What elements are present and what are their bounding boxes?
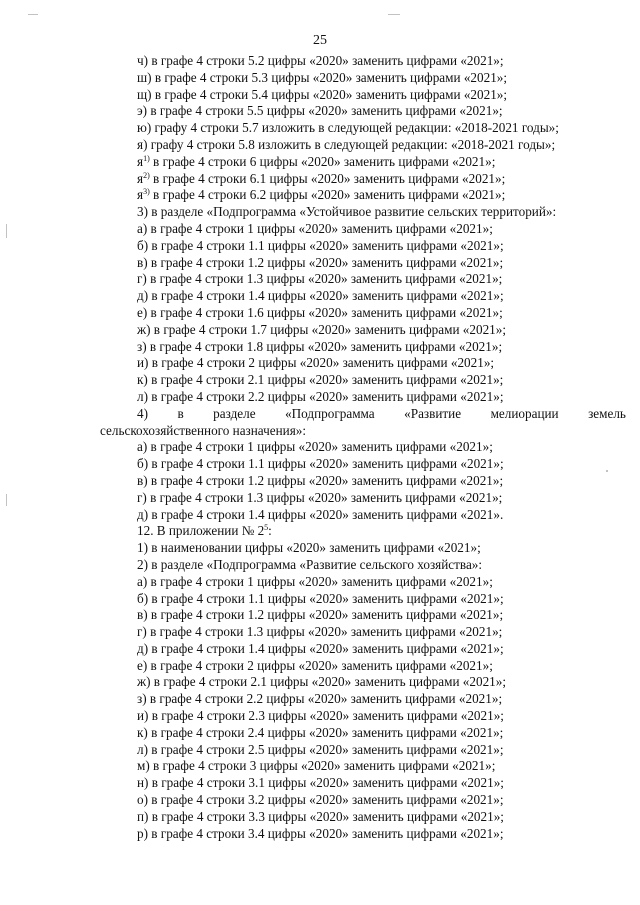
- line-text: г) в графе 4 строки 1.3 цифры «2020» заменить цифрами «2021»;: [137, 624, 503, 640]
- text-line: [0, 406, 640, 423]
- line-text: и) в графе 4 строки 2 цифры «2020» заменить цифрами «2021»;: [137, 355, 495, 371]
- line-text: к) в графе 4 строки 2.4 цифры «2020» заменить цифрами «2021»;: [137, 724, 504, 740]
- line-text: я: [137, 187, 144, 203]
- text-word: 4): [137, 405, 148, 421]
- text-word: земель: [588, 405, 626, 421]
- line-text: л) в графе 4 строки 2.5 цифры «2020» заменить цифрами «2021»;: [137, 741, 504, 757]
- superscript: 3): [143, 187, 150, 197]
- line-text: ш) в графе 4 строки 5.3 цифры «2020» заменить цифрами «2021»;: [137, 69, 508, 85]
- line-text: з) в графе 4 строки 1.8 цифры «2020» заменить цифрами «2021»;: [137, 338, 503, 354]
- text-line: [0, 372, 640, 389]
- text-line: [0, 70, 640, 87]
- text-line: [0, 641, 640, 658]
- line-text: ж) в графе 4 строки 1.7 цифры «2020» заменить цифрами «2021»;: [137, 321, 507, 337]
- text-word: мелиорации: [490, 405, 559, 421]
- line-text: д) в графе 4 строки 1.4 цифры «2020» заменить цифрами «2021».: [137, 506, 504, 522]
- text-line: [0, 725, 640, 742]
- text-line: [0, 221, 640, 238]
- text-line: [0, 355, 640, 372]
- text-line: [0, 120, 640, 137]
- line-text: а) в графе 4 строки 1 цифры «2020» заменить цифрами «2021»;: [137, 220, 493, 236]
- line-text: к) в графе 4 строки 2.1 цифры «2020» заменить цифрами «2021»;: [137, 372, 504, 388]
- text-line: [0, 490, 640, 507]
- line-text: л) в графе 4 строки 2.2 цифры «2020» заменить цифрами «2021»;: [137, 388, 504, 404]
- text-line: [0, 87, 640, 104]
- text-line: [0, 238, 640, 255]
- line-text: щ) в графе 4 строки 5.4 цифры «2020» заменить цифрами «2021»;: [137, 86, 508, 102]
- line-text: р) в графе 4 строки 3.4 цифры «2020» заменить цифрами «2021»;: [137, 825, 504, 841]
- text-line: [0, 591, 640, 608]
- text-line: [0, 507, 640, 524]
- line-text: а) в графе 4 строки 1 цифры «2020» заменить цифрами «2021»;: [137, 573, 493, 589]
- line-text: я: [137, 153, 144, 169]
- line-text: г) в графе 4 строки 1.3 цифры «2020» заменить цифрами «2021»;: [137, 489, 503, 505]
- line-text: д) в графе 4 строки 1.4 цифры «2020» заменить цифрами «2021»;: [137, 640, 504, 656]
- text-line: [0, 691, 640, 708]
- line-text: э) в графе 4 строки 5.5 цифры «2020» заменить цифрами «2021»;: [137, 103, 503, 119]
- line-text: м) в графе 4 строки 3 цифры «2020» заменить цифрами «2021»;: [137, 758, 496, 774]
- text-line: [0, 557, 640, 574]
- line-text: в графе 4 строки 6 цифры «2020» заменить цифрами «2021»;: [149, 153, 496, 169]
- scan-artifact: [28, 14, 38, 15]
- text-line: [0, 758, 640, 775]
- text-line: [0, 204, 640, 221]
- text-line: [0, 305, 640, 322]
- line-text: я) графу 4 строки 5.8 изложить в следующей редакции: «2018-2021 годы»;: [137, 136, 556, 152]
- line-text: е) в графе 4 строки 1.6 цифры «2020» заменить цифрами «2021»;: [137, 304, 503, 320]
- text-line: [0, 775, 640, 792]
- line-text: в) в графе 4 строки 1.2 цифры «2020» заменить цифрами «2021»;: [137, 472, 504, 488]
- line-text: :: [268, 523, 272, 539]
- line-text: в) в графе 4 строки 1.2 цифры «2020» заменить цифрами «2021»;: [137, 254, 504, 270]
- scan-artifact: [388, 14, 400, 15]
- text-line: [0, 674, 640, 691]
- line-text: а) в графе 4 строки 1 цифры «2020» заменить цифрами «2021»;: [137, 439, 493, 455]
- text-word: «Развитие: [404, 405, 462, 421]
- line-text: п) в графе 4 строки 3.3 цифры «2020» заменить цифрами «2021»;: [137, 808, 504, 824]
- text-line: [0, 523, 640, 540]
- line-text: г) в графе 4 строки 1.3 цифры «2020» заменить цифрами «2021»;: [137, 271, 503, 287]
- text-line: [0, 826, 640, 843]
- text-line: [0, 423, 640, 440]
- line-text: в графе 4 строки 6.2 цифры «2020» заменить цифрами «2021»;: [149, 187, 506, 203]
- superscript: 2): [143, 170, 150, 180]
- text-line: [0, 103, 640, 120]
- text-line: [0, 137, 640, 154]
- text-line: [0, 271, 640, 288]
- line-text: ч) в графе 4 строки 5.2 цифры «2020» заменить цифрами «2021»;: [137, 53, 504, 68]
- line-text: 2) в разделе «Подпрограмма «Развитие сельского хозяйства»:: [137, 556, 483, 572]
- superscript: 5: [264, 523, 269, 533]
- text-line: [0, 742, 640, 759]
- line-text: я: [137, 170, 144, 186]
- line-text: д) в графе 4 строки 1.4 цифры «2020» заменить цифрами «2021»;: [137, 288, 504, 304]
- text-line: [0, 389, 640, 406]
- text-line: [0, 339, 640, 356]
- text-word: «Подпрограмма: [285, 405, 375, 421]
- text-line: [0, 456, 640, 473]
- text-line: [0, 708, 640, 725]
- text-word: в: [177, 405, 184, 421]
- text-line: [0, 255, 640, 272]
- text-word: разделе: [213, 405, 256, 421]
- text-line: [0, 792, 640, 809]
- text-line: [0, 171, 640, 188]
- line-text: сельскохозяйственного назначения»:: [100, 422, 307, 438]
- text-line: [0, 607, 640, 624]
- line-text: и) в графе 4 строки 2.3 цифры «2020» заменить цифрами «2021»;: [137, 708, 504, 724]
- document-body: [0, 53, 640, 842]
- text-line: [0, 624, 640, 641]
- text-line: [0, 439, 640, 456]
- text-line: [0, 658, 640, 675]
- text-line: [0, 154, 640, 171]
- line-text: б) в графе 4 строки 1.1 цифры «2020» заменить цифрами «2021»;: [137, 237, 504, 253]
- text-line: [0, 540, 640, 557]
- line-text: з) в графе 4 строки 2.2 цифры «2020» заменить цифрами «2021»;: [137, 691, 503, 707]
- line-text: ж) в графе 4 строки 2.1 цифры «2020» заменить цифрами «2021»;: [137, 674, 507, 690]
- line-text: 1) в наименовании цифры «2020» заменить цифрами «2021»;: [137, 540, 481, 556]
- text-line: [0, 473, 640, 490]
- text-line: [0, 574, 640, 591]
- text-line: [0, 322, 640, 339]
- line-text: е) в графе 4 строки 2 цифры «2020» заменить цифрами «2021»;: [137, 657, 493, 673]
- page-number: 25: [313, 33, 327, 48]
- superscript: 1): [143, 153, 150, 163]
- line-text: б) в графе 4 строки 1.1 цифры «2020» заменить цифрами «2021»;: [137, 456, 504, 472]
- line-text: 12. В приложении № 2: [137, 523, 265, 539]
- line-text: в) в графе 4 строки 1.2 цифры «2020» заменить цифрами «2021»;: [137, 607, 504, 623]
- line-text: ю) графу 4 строки 5.7 изложить в следующей редакции: «2018-2021 годы»;: [137, 120, 559, 136]
- line-text: б) в графе 4 строки 1.1 цифры «2020» заменить цифрами «2021»;: [137, 590, 504, 606]
- line-text: н) в графе 4 строки 3.1 цифры «2020» заменить цифрами «2021»;: [137, 775, 504, 791]
- text-line: [0, 53, 640, 70]
- line-text: в графе 4 строки 6.1 цифры «2020» заменить цифрами «2021»;: [149, 170, 506, 186]
- text-line: [0, 187, 640, 204]
- line-text: 3) в разделе «Подпрограмма «Устойчивое развитие сельских территорий»:: [137, 204, 557, 220]
- line-text: о) в графе 4 строки 3.2 цифры «2020» заменить цифрами «2021»;: [137, 792, 504, 808]
- text-line: [0, 288, 640, 305]
- text-line: [0, 809, 640, 826]
